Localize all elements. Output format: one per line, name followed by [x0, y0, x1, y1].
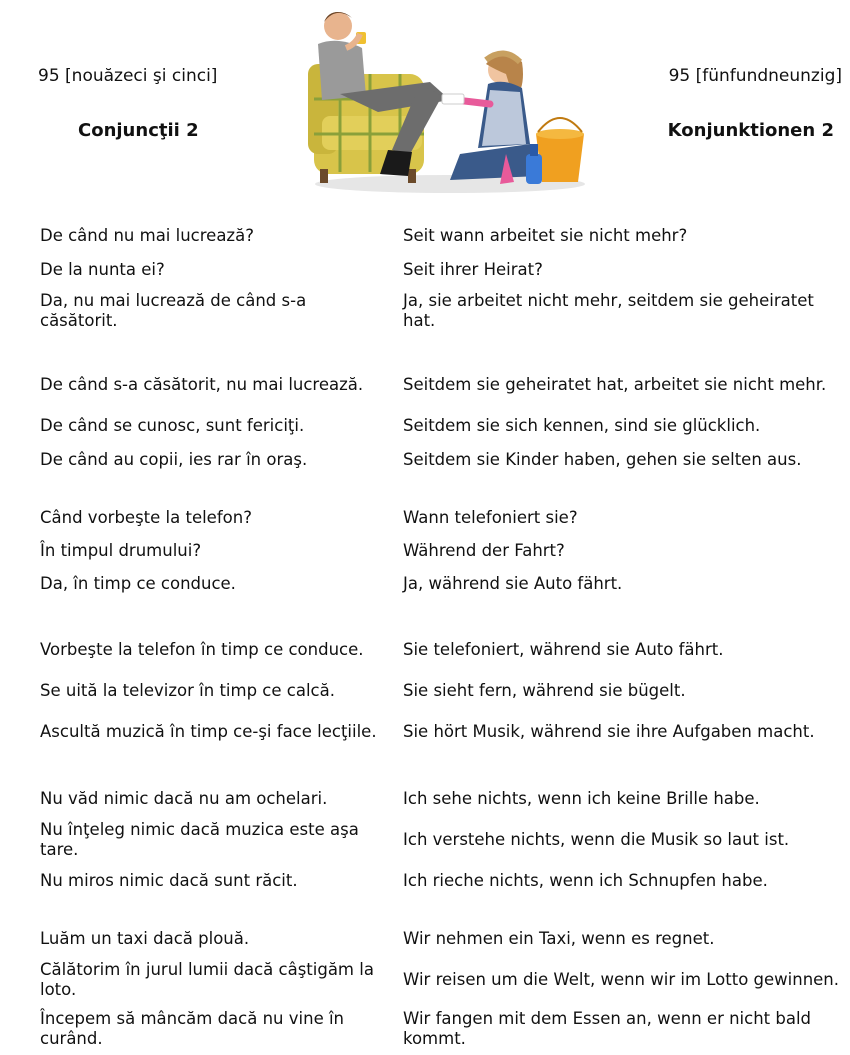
lesson-number-de: 95 [fünfundneunzig] [668, 66, 842, 86]
phrase-row [0, 712, 850, 752]
phrase-de: Ja, sie arbeitet nicht mehr, seitdem sie geheiratet hat. [403, 291, 814, 330]
page-header [0, 0, 850, 200]
phrase-ro: În timpul drumului? [40, 541, 202, 560]
phrase-row [0, 226, 850, 246]
phrase-de: Ich rieche nichts, wenn ich Schnupfen habe. [403, 871, 768, 890]
phrase-ro: De la nunta ei? [40, 260, 165, 279]
phrase-ro: Luăm un taxi dacă plouă. [40, 929, 250, 948]
phrase-ro: De când se cunosc, sunt fericiţi. [40, 416, 305, 435]
phrase-row [0, 416, 850, 436]
phrase-row [0, 929, 850, 949]
lesson-title-ro: Conjuncţii 2 [78, 120, 199, 141]
phrase-de: Wir fangen mit dem Essen an, wenn er nicht bald kommt. [403, 1009, 812, 1048]
phrase-ro: Nu miros nimic dacă sunt răcit. [40, 871, 298, 890]
phrase-row [0, 630, 850, 670]
phrase-ro: Călătorim în jurul lumii dacă câştigăm la loto. [40, 960, 374, 999]
phrase-ro: De când au copii, ies rar în oraş. [40, 450, 308, 469]
phrase-de: Ich verstehe nichts, wenn die Musik so laut ist. [403, 830, 790, 849]
phrase-de: Seit wann arbeitet sie nicht mehr? [403, 226, 688, 245]
phrase-de: Seitdem sie Kinder haben, gehen sie selten aus. [403, 450, 802, 469]
phrase-de: Seitdem sie sich kennen, sind sie glücklich. [403, 416, 761, 435]
phrase-de: Ich sehe nichts, wenn ich keine Brille habe. [403, 789, 760, 808]
couple-cleaning-illustration [300, 4, 590, 196]
phrase-de: Ja, während sie Auto fährt. [403, 574, 623, 593]
lesson-title-de: Konjunktionen 2 [667, 120, 834, 141]
phrase-row [0, 681, 850, 701]
phrase-row [0, 789, 850, 809]
phrase-ro: Da, nu mai lucrează de când s-a căsătorit. [40, 291, 307, 330]
phrase-ro: Nu văd nimic dacă nu am ochelari. [40, 789, 328, 808]
phrase-de: Wann telefoniert sie? [403, 508, 578, 527]
phrase-row [0, 260, 850, 280]
phrase-row [0, 871, 850, 891]
phrase-ro: Începem să mâncăm dacă nu vine în curând. [40, 1009, 345, 1048]
phrase-row [0, 508, 850, 528]
phrase-ro: Nu înţeleg nimic dacă muzica este aşa tare. [40, 820, 359, 859]
lesson-number-ro: 95 [nouăzeci şi cinci] [38, 66, 218, 86]
phrase-ro: De când nu mai lucrează? [40, 226, 254, 245]
phrase-ro: De când s-a căsătorit, nu mai lucrează. [40, 375, 364, 394]
phrase-de: Sie telefoniert, während sie Auto fährt. [403, 640, 724, 659]
phrase-de: Sie sieht fern, während sie bügelt. [403, 681, 686, 700]
phrase-ro: Vorbeşte la telefon în timp ce conduce. [40, 640, 364, 659]
phrase-de: Wir reisen um die Welt, wenn wir im Lotto gewinnen. [403, 970, 840, 989]
phrase-ro: Când vorbeşte la telefon? [40, 508, 252, 527]
bucket-icon [536, 118, 584, 182]
phrase-de: Sie hört Musik, während sie ihre Aufgaben macht. [403, 722, 815, 741]
phrase-ro: Se uită la televizor în timp ce calcă. [40, 681, 335, 700]
phrase-de: Wir nehmen ein Taxi, wenn es regnet. [403, 929, 715, 948]
phrase-row [0, 541, 850, 561]
phrase-row [0, 960, 850, 1000]
phrase-de: Während der Fahrt? [403, 541, 565, 560]
phrase-row [0, 1009, 850, 1049]
woman-figure [442, 53, 540, 184]
phrase-row [0, 450, 850, 470]
phrase-de: Seit ihrer Heirat? [403, 260, 543, 279]
phrase-row [0, 574, 850, 594]
phrase-ro: Da, în timp ce conduce. [40, 574, 236, 593]
phrase-row [0, 365, 850, 405]
phrase-ro: Ascultă muzică în timp ce-şi face lecţiile. [40, 722, 377, 741]
phrase-row [0, 820, 850, 860]
phrase-row [0, 291, 850, 331]
phrase-de: Seitdem sie geheiratet hat, arbeitet sie nicht mehr. [403, 375, 827, 394]
